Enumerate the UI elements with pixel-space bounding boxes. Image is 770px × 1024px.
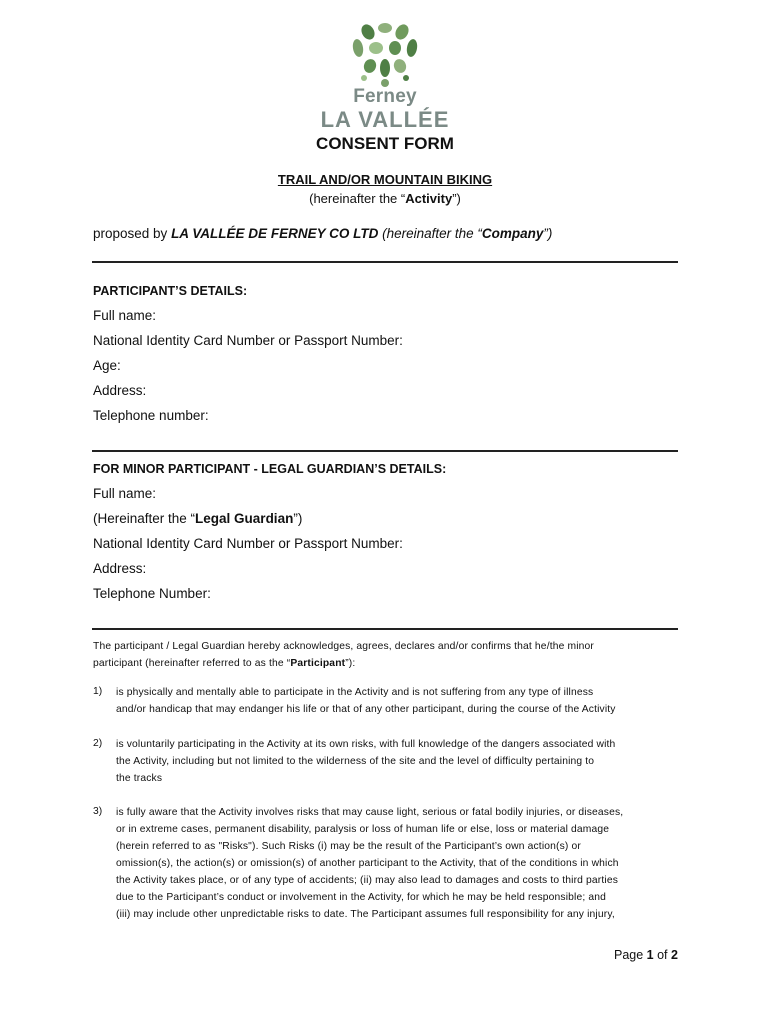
guardian-telephone: Telephone Number:: [93, 586, 211, 601]
ferney-leaf-logo: [340, 18, 430, 90]
form-title: CONSENT FORM: [316, 134, 454, 153]
guardian-heading: FOR MINOR PARTICIPANT - LEGAL GUARDIAN’S DETAILS:: [93, 462, 447, 476]
participant-address: Address:: [93, 383, 147, 398]
clause-text: is physically and mentally able to participate in the Activity and is not suffering from any type of illness and/or handicap that may endanger his life or that of any other participant, during the course of the Activity: [116, 687, 616, 715]
participant-full-name: Full name:: [93, 308, 157, 323]
guardian-id-number: National Identity Card Number or Passport Number:: [93, 536, 403, 551]
clause-text: is fully aware that the Activity involves risks that may cause light, serious or fatal bodily injuries, or diseases, or in extreme cases, permanent disability, paralysis or loss of human life or else, loss or material damage (herein referred to as "Risks"). Such Risks (i) may be the result of the Participant’s own action(s) or omission(s), the action(s) or omission(s) of another participant to the Activity, that of the conditions in which the Activity takes place, or of any type of accidents; (ii) may also lead to damages and costs to third parties due to the Participant’s conduct or involvement in the Activity, for which he may be held responsible; and (iii) may include other unpredictable risks to date. The Participant assumes full responsibility for any injury,: [116, 807, 624, 920]
clause-number: 1): [93, 686, 103, 697]
section-divider: [92, 261, 678, 263]
guardian-hereinafter: (Hereinafter the “Legal Guardian”): [93, 511, 303, 526]
participant-id-number: National Identity Card Number or Passport Number:: [93, 333, 403, 348]
brand-subtitle: LA VALLÉE: [320, 107, 450, 132]
guardian-full-name: Full name:: [93, 486, 157, 501]
participant-heading: PARTICIPANT’S DETAILS:: [93, 284, 248, 298]
clause-number: 3): [93, 806, 103, 817]
participant-age: Age:: [93, 358, 121, 373]
proposed-by-line: proposed by LA VALLÉE DE FERNEY CO LTD (hereinafter the “Company”): [93, 226, 553, 241]
page-number: Page 1 of 2: [614, 948, 678, 962]
activity-hereinafter: (hereinafter the “Activity”): [309, 191, 461, 206]
guardian-address: Address:: [93, 561, 147, 576]
participant-telephone: Telephone number:: [93, 408, 209, 423]
clause-text: is voluntarily participating in the Activity at its own risks, with full knowledge of the dangers associated with the Activity, including but not limited to the wilderness of the site and the level of difficulty pertaining to the tracks: [116, 739, 616, 784]
clause-number: 2): [93, 738, 103, 749]
acknowledgement-intro: The participant / Legal Guardian hereby acknowledges, agrees, declares and/or confirms that he/the minor participant (hereinafter referred to as the “Participant”):: [93, 641, 594, 669]
section-divider: [92, 450, 678, 452]
brand-name: Ferney: [353, 86, 417, 107]
activity-line: TRAIL AND/OR MOUNTAIN BIKING: [277, 172, 493, 187]
section-divider: [92, 628, 678, 630]
